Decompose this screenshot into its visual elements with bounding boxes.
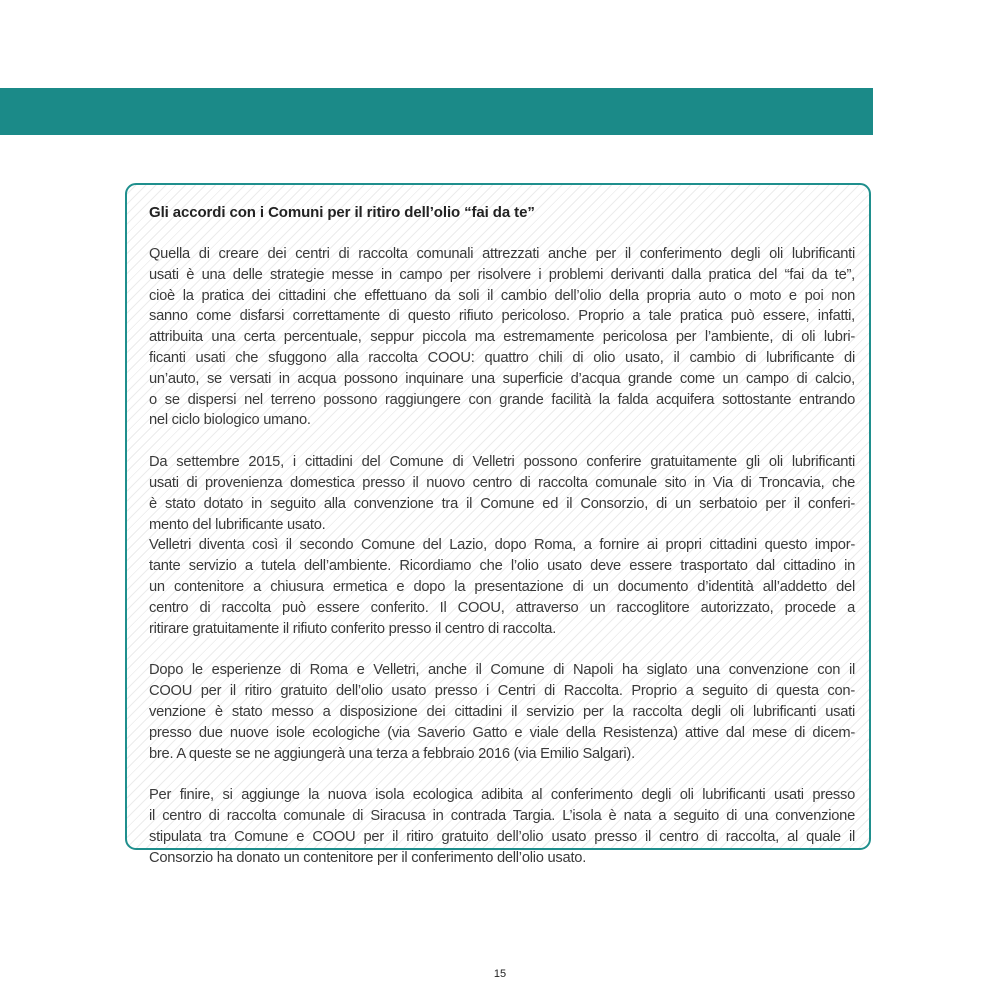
text-line: venzione è stato messo a disposizione dei cittadini il servizio per la raccolta degli oli lubrificanti usati bbox=[149, 703, 855, 720]
text-line: bre. A queste se ne aggiungerà una terza a febbraio 2016 (via Emilio Salgari). bbox=[149, 745, 635, 762]
page-number: 15 bbox=[493, 968, 507, 980]
text-line: COOU per il ritiro gratuito dell’olio usato presso i Centri di Raccolta. Proprio a seguito di questa con- bbox=[149, 683, 855, 700]
text-line: nel ciclo biologico umano. bbox=[149, 412, 311, 429]
paragraph-velletri-lazio bbox=[149, 535, 855, 639]
text-line: Velletri diventa così il secondo Comune del Lazio, dopo Roma, a fornire ai propri cittadini questo impor- bbox=[149, 537, 855, 554]
text-line: ritirare gratuitamente il rifiuto conferito presso il centro di raccolta. bbox=[149, 620, 557, 637]
text-line: presso due nuove isole ecologiche (via Saverio Gatto e viale della Resistenza) attive dal mese di dicem- bbox=[149, 724, 855, 741]
text-line: Dopo le esperienze di Roma e Velletri, anche il Comune di Napoli ha siglato una convenzione con il bbox=[149, 662, 855, 679]
text-line: il centro di raccolta comunale di Siracusa in contrada Targia. L’isola è nata a seguito di una convenzione bbox=[149, 808, 855, 825]
text-line: usati di provenienza domestica presso il nuovo centro di raccolta comunale sito in Via di Troncavia, che bbox=[149, 474, 855, 491]
paragraph-velletri bbox=[149, 452, 855, 535]
info-box bbox=[125, 183, 871, 866]
box-title: Gli accordi con i Comuni per il ritiro dell’olio “fai da te” bbox=[149, 204, 535, 221]
paragraph-oil-diy bbox=[149, 244, 855, 431]
info-box-content bbox=[149, 203, 855, 869]
text-line: Consorzio ha donato un contenitore per il conferimento dell’olio usato. bbox=[149, 849, 587, 866]
text-line: stipulata tra Comune e COOU per il ritiro gratuito dell’olio usato presso il centro di raccolta, al quale il bbox=[149, 828, 855, 845]
text-line: è stato dotato in seguito alla convenzione tra il Comune ed il Consorzio, di un serbatoio per il conferi- bbox=[149, 495, 855, 512]
text-line: un contenitore a chiusura ermetica e dopo la presentazione di un documento d’identità all’addetto del bbox=[149, 578, 855, 595]
text-line: Quella di creare dei centri di raccolta comunali attrezzati anche per il conferimento degli oli lubrificanti bbox=[149, 246, 855, 262]
text-line: un’auto, se versati in acqua possono inquinare una superficie d’acqua grande come un campo di calcio, bbox=[149, 370, 855, 387]
text-line: centro di raccolta può essere conferito. Il COOU, attraverso un raccoglitore autorizzato, procede a bbox=[149, 599, 855, 616]
text-line: Per finire, si aggiunge la nuova isola ecologica adibita al conferimento degli oli lubrificanti usati presso bbox=[149, 787, 855, 804]
header-band bbox=[0, 88, 873, 135]
paragraph-siracusa bbox=[149, 785, 855, 868]
text-line: o se dispersi nel terreno possono raggiungere con grande facilità la falda acquifera sottostante entrando bbox=[149, 391, 855, 408]
text-line: Da settembre 2015, i cittadini del Comune di Velletri possono conferire gratuitamente gli oli lubrificanti bbox=[149, 454, 855, 471]
text-line: mento del lubrificante usato. bbox=[149, 516, 326, 533]
text-line: ficanti usati che sfuggono alla raccolta COOU: quattro chili di olio usato, il cambio di lubrificante di bbox=[149, 349, 855, 366]
text-line: usati è una delle strategie messe in campo per risolvere i problemi derivanti dalla pratica del “fai da te”, bbox=[149, 266, 855, 283]
text-line: sanno come disfarsi correttamente di questo rifiuto pericoloso. Proprio a tale pratica può essere, infatti, bbox=[149, 308, 855, 325]
text-line: attribuita una certa percentuale, seppur piccola ma estremamente pericolosa per l’ambiente, di oli lubri- bbox=[149, 329, 855, 346]
paragraph-napoli bbox=[149, 660, 855, 764]
text-line: tante servizio a tutela dell’ambiente. Ricordiamo che l’olio usato deve essere trasportato dal cittadino in bbox=[149, 558, 855, 575]
text-line: cioè la pratica dei cittadini che effettuano da soli il cambio dell’olio della propria auto o moto e poi non bbox=[149, 287, 855, 304]
